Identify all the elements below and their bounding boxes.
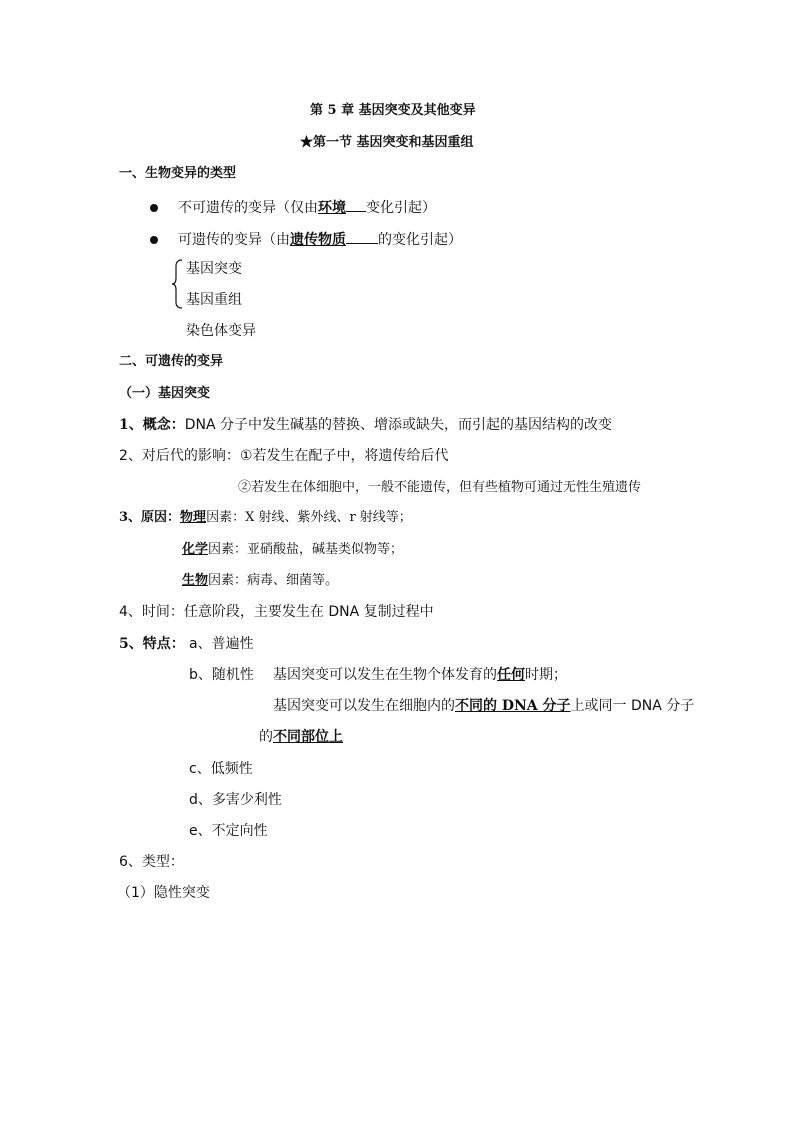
part2-heading: 二、可遗传的变异	[119, 354, 224, 369]
keyword-chemical: 化学	[182, 542, 209, 557]
sub-heading-gene-mutation: （一）基因突变	[119, 386, 211, 401]
impact-line: 2、对后代的影响：①若发生在配子中，将遗传给后代	[119, 448, 449, 464]
feature-line-d: d、多害少利性	[189, 792, 282, 808]
impact-line-2: ②若发生在体细胞中，一般不能遗传，但有些植物可通过无性生殖遗传	[238, 480, 642, 495]
type-chromosome-variation: 染色体变异	[186, 323, 256, 339]
cause-physical: 3、原因：物理因素：X 射线、紫外线、r 射线等；	[119, 510, 412, 525]
feature-line-a: 5、特点： a、普遍性	[119, 636, 254, 652]
feature-line-e: e、不定向性	[189, 823, 268, 839]
brace-icon	[170, 258, 184, 310]
concept-line: 1、概念：DNA 分子中发生碱基的替换、增添或缺失，而引起的基因结构的改变	[119, 417, 613, 433]
bullet-nonheritable: 不可遗传的变异（仅由环境 变化引起）	[150, 197, 436, 217]
feature-line-c: c、低频性	[189, 761, 253, 777]
cause-biological: 生物因素：病毒、细菌等。	[182, 573, 339, 588]
keyword-different-dna: 不同的 DNA 分子	[455, 698, 571, 714]
type-gene-mutation: 基因突变	[186, 261, 242, 277]
keyword-environment: 环境	[318, 200, 346, 216]
bullet-icon	[150, 236, 158, 244]
type-label: 6、类型：	[119, 854, 184, 870]
fill-blank	[346, 229, 378, 244]
time-line: 4、时间：任意阶段，主要发生在 DNA 复制过程中	[119, 604, 434, 620]
bullet-heritable: 可遗传的变异（由遗传物质 的变化引起）	[150, 229, 462, 249]
keyword-physical: 物理	[180, 510, 207, 525]
feature-line-b: b、随机性 基因突变可以发生在生物个体发育的任何时期；	[189, 667, 567, 683]
feature-b-detail-2: 基因突变可以发生在细胞内的不同的 DNA 分子上或同一 DNA 分子	[273, 698, 695, 714]
feature-b-detail-3: 的不同部位上	[259, 729, 343, 745]
part1-heading: 一、生物变异的类型	[119, 166, 237, 181]
type-gene-recombination: 基因重组	[186, 292, 242, 308]
section-title: ★第一节 基因突变和基因重组	[300, 135, 474, 150]
fill-blank	[346, 197, 366, 212]
keyword-biological: 生物	[182, 573, 209, 588]
type-recessive: （1）隐性突变	[117, 885, 210, 901]
bullet-icon	[150, 204, 158, 212]
chapter-title: 第 5 章 基因突变及其他变异	[310, 103, 476, 118]
keyword-genetic-material: 遗传物质	[290, 232, 346, 248]
keyword-different-sites: 不同部位上	[273, 729, 343, 745]
keyword-any-time: 任何	[497, 667, 525, 683]
cause-chemical: 化学因素：亚硝酸盐，碱基类似物等；	[182, 542, 404, 557]
